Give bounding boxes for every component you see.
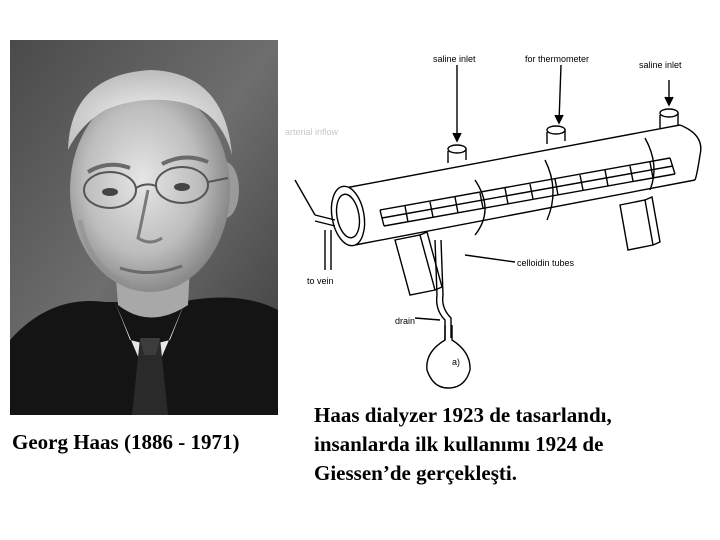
georg-haas-portrait [10,40,278,415]
label-to-vein: to vein [307,276,334,286]
label-celloidin-tubes: celloidin tubes [517,258,575,268]
dialyzer-description [314,401,714,488]
label-saline-inlet-right: saline inlet [639,60,682,70]
label-arterial-inflow: arterial inflow [285,127,339,137]
portrait-caption: Georg Haas (1886 - 1971) [12,430,240,454]
dialyzer-illustration [285,40,710,400]
label-for-thermometer: for thermometer [525,54,590,64]
haas-dialyzer-diagram [285,40,710,400]
label-saline-inlet-left: saline inlet [433,54,476,64]
label-drain: drain [395,316,416,326]
label-flask-mark: a) [452,357,461,367]
description-line-3: Giessen’de gerçekleşti. [314,461,517,485]
description-line-1: Haas dialyzer 1923 de tasarlandı, [314,403,612,427]
portrait-image [10,40,278,415]
description-line-2: insanlarda ilk kullanımı 1924 de [314,432,604,456]
